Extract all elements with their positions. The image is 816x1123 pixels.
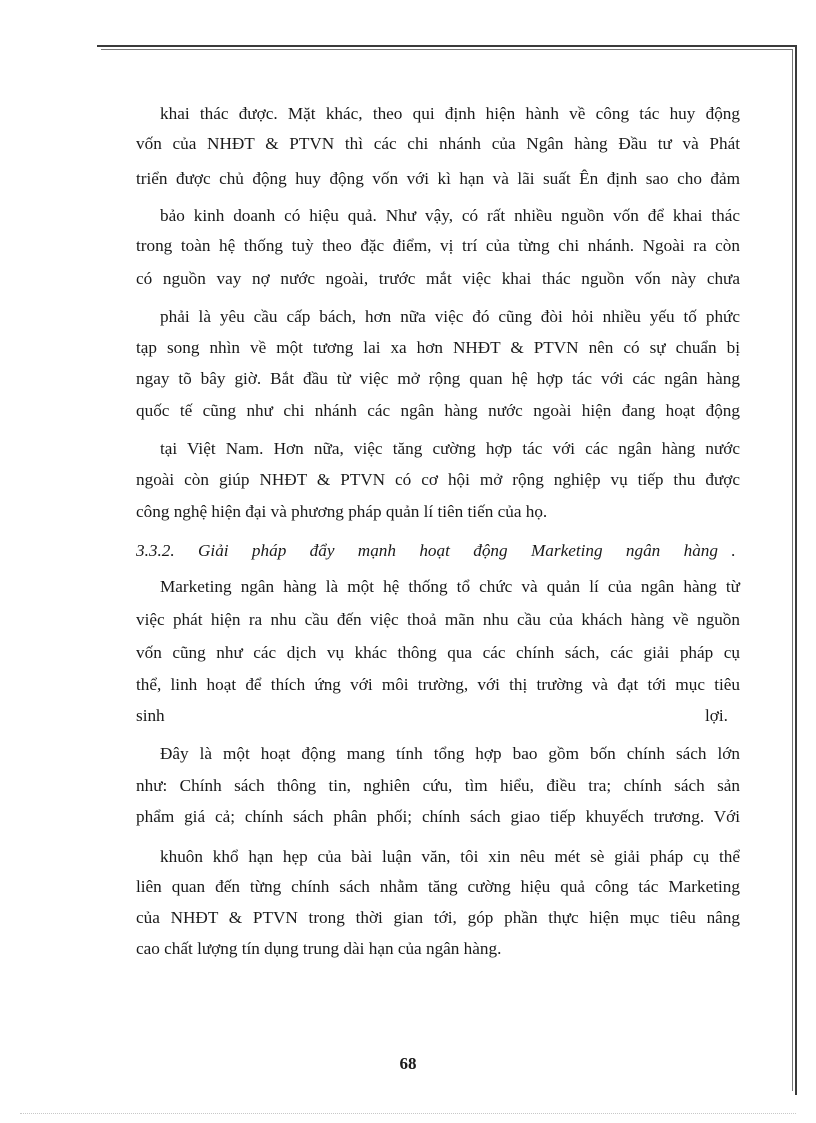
text-line: phải là yêu cầu cấp bách, hơn nữa việc đó cũng đòi hỏi nhiều yếu tố phức (160, 307, 740, 326)
text-line: trong toàn hệ thống tuỳ theo đặc điểm, vị trí của từng chi nhánh. Ngoài ra còn (136, 236, 740, 255)
text-line: liên quan đến từng chính sách nhằm tăng cường hiệu quả công tác Marketing (136, 877, 740, 896)
text-line: sinh (136, 706, 165, 725)
text-line: của NHĐT & PTVN trong thời gian tới, góp phần thực hiện mục tiêu nâng (136, 908, 740, 927)
text-line: thể, linh hoạt để thích ứng với môi trường, với thị trường và đạt tới mục tiêu (136, 675, 740, 694)
text-line: Đây là một hoạt động mang tính tổng hợp bao gồm bốn chính sách lớn (160, 744, 740, 763)
text-line: bảo kinh doanh có hiệu quả. Như vậy, có rất nhiều nguồn vốn để khai thác (160, 206, 740, 225)
page-number: 68 (399, 1054, 417, 1073)
text-line: có nguồn vay nợ nước ngoài, trước mắt việc khai thác nguồn vốn này chưa (136, 269, 740, 288)
text-line: ngoài còn giúp NHĐT & PTVN có cơ hội mở rộng nghiệp vụ tiếp thu được (136, 470, 740, 489)
section-heading: 3.3.2. Giải pháp đẩy mạnh hoạt động Marketing ngân hàng (136, 541, 718, 560)
section-heading-period: . (731, 541, 736, 560)
text-line: Marketing ngân hàng là một hệ thống tổ chức và quản lí của ngân hàng từ (160, 577, 740, 596)
text-line: công nghệ hiện đại và phương pháp quản lí tiên tiến của họ. (136, 502, 548, 521)
text-line: việc phát hiện ra nhu cầu đến việc thoả mãn nhu cầu của khách hàng về nguồn (136, 610, 740, 629)
text-line: cao chất lượng tín dụng trung dài hạn của ngân hàng. (136, 939, 502, 958)
footer-divider (20, 1113, 796, 1114)
text-line: khuôn khổ hạn hẹp của bài luận văn, tôi xin nêu mét sè giải pháp cụ thể (160, 847, 740, 866)
text-line: vốn cũng như các dịch vụ khác thông qua các chính sách, các giải pháp cụ (136, 643, 740, 662)
text-line: khai thác được. Mặt khác, theo qui định hiện hành về công tác huy động (160, 104, 740, 123)
text-line: lợi. (705, 706, 728, 725)
text-line: triển được chủ động huy động vốn với kì hạn và lãi suất Ên định sao cho đảm (136, 169, 740, 188)
text-line: quốc tế cũng như chi nhánh các ngân hàng nước ngoài hiện đang hoạt động (136, 401, 740, 420)
text-line: tại Việt Nam. Hơn nữa, việc tăng cường hợp tác với các ngân hàng nước (160, 439, 740, 458)
text-line: tạp song nhìn về một tương lai xa hơn NHĐT & PTVN nên có sự chuẩn bị (136, 338, 740, 357)
text-line: phẩm giá cả; chính sách phân phối; chính sách giao tiếp khuyếch trương. Với (136, 807, 740, 826)
text-line: ngay tõ bây giờ. Bắt đầu từ việc mở rộng quan hệ hợp tác với các ngân hàng (136, 369, 740, 388)
text-line: vốn của NHĐT & PTVN thì các chi nhánh của Ngân hàng Đầu tư và Phát (136, 134, 740, 153)
text-line: như: Chính sách thông tin, nghiên cứu, tìm hiểu, điều tra; chính sách sản (136, 776, 740, 795)
